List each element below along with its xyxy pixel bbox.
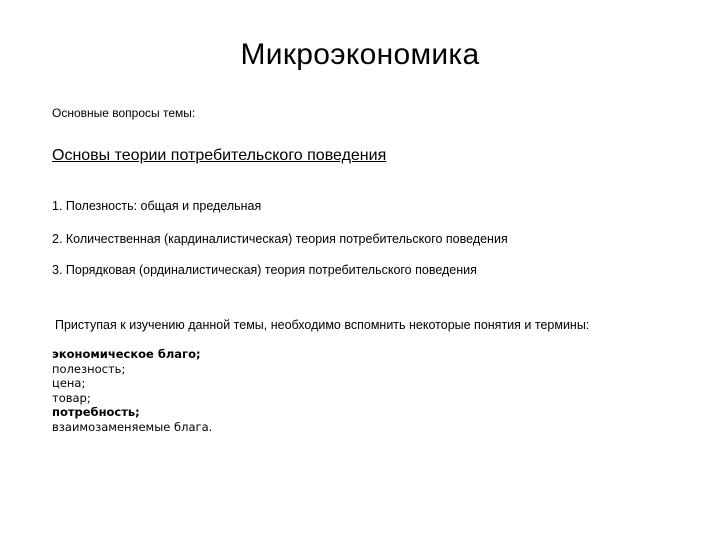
- term-item: потребность;: [52, 405, 140, 419]
- subtitle: Основные вопросы темы:: [52, 106, 196, 120]
- term-item: товар;: [52, 390, 91, 405]
- terms-list: [52, 347, 212, 434]
- term-item: взаимозаменяемые блага.: [52, 419, 213, 434]
- intro-text: Приступая к изучению данной темы, необходимо вспомнить некоторые понятия и термины:: [55, 318, 590, 332]
- section-heading: Основы теории потребительского поведения: [52, 147, 387, 164]
- list-item: 1. Полезность: общая и предельная: [52, 199, 262, 213]
- list-item: 2. Количественная (кардиналистическая) теория потребительского поведения: [52, 232, 508, 246]
- term-item: полезность;: [52, 361, 126, 376]
- term-item: цена;: [52, 376, 86, 390]
- term-item: экономическое благо;: [52, 347, 201, 361]
- list-item: 3. Порядковая (ординалистическая) теория потребительского поведения: [52, 263, 477, 277]
- page-title: Микроэкономика: [240, 38, 480, 71]
